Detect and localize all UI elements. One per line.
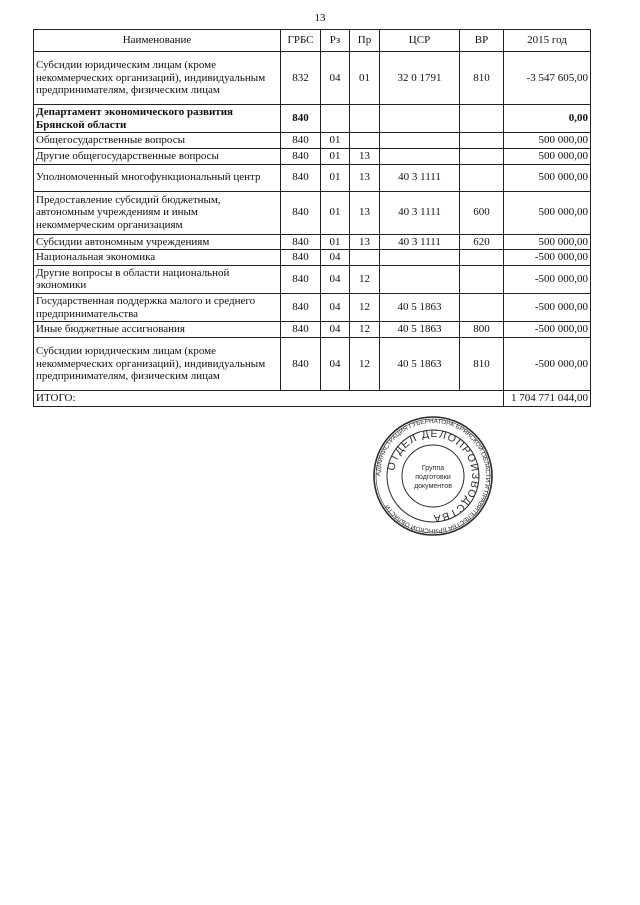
cell-amount: 500 000,00 [504, 234, 591, 250]
cell-csr [380, 265, 460, 293]
header-grbs: ГРБС [281, 30, 321, 52]
cell-vr [460, 294, 504, 322]
cell-name: Департамент экономического развития Брянской области [34, 105, 281, 133]
stamp-dept-text: ОТДЕЛ ДЕЛОПРОИЗВОДСТВА [385, 427, 482, 525]
total-row [34, 391, 591, 407]
cell-vr [460, 250, 504, 266]
total-label: ИТОГО: [34, 391, 504, 407]
cell-rz: 04 [321, 250, 350, 266]
cell-pr: 01 [350, 52, 380, 105]
cell-csr: 32 0 1791 [380, 52, 460, 105]
cell-vr: 620 [460, 234, 504, 250]
stamp-center-line-3: документов [414, 483, 452, 490]
cell-rz: 01 [321, 133, 350, 149]
cell-pr: 12 [350, 322, 380, 338]
table-row [34, 294, 591, 322]
header-rz: Рз [321, 30, 350, 52]
cell-vr [460, 265, 504, 293]
table-row [34, 191, 591, 234]
cell-amount: -3 547 605,00 [504, 52, 591, 105]
cell-vr [460, 105, 504, 133]
total-amount: 1 704 771 044,00 [504, 391, 591, 407]
cell-grbs: 840 [281, 234, 321, 250]
cell-pr: 12 [350, 294, 380, 322]
cell-name: Иные бюджетные ассигнования [34, 322, 281, 338]
cell-grbs: 840 [281, 148, 321, 164]
table-row [34, 133, 591, 149]
cell-name: Другие общегосударственные вопросы [34, 148, 281, 164]
header-name: Наименование [34, 30, 281, 52]
cell-csr: 40 3 1111 [380, 164, 460, 191]
cell-csr [380, 148, 460, 164]
cell-grbs: 840 [281, 164, 321, 191]
cell-pr: 12 [350, 338, 380, 391]
table-row [34, 105, 591, 133]
cell-amount: 0,00 [504, 105, 591, 133]
table-row [34, 52, 591, 105]
cell-csr: 40 5 1863 [380, 294, 460, 322]
cell-pr: 13 [350, 148, 380, 164]
table-row [34, 265, 591, 293]
cell-pr: 13 [350, 234, 380, 250]
cell-grbs: 832 [281, 52, 321, 105]
cell-pr [350, 133, 380, 149]
table-row [34, 338, 591, 391]
cell-grbs: 840 [281, 338, 321, 391]
cell-amount: -500 000,00 [504, 265, 591, 293]
page-number: 13 [314, 12, 326, 24]
cell-name: Предоставление субсидий бюджетным, автономным учреждениям и иным некоммерческим организациям [34, 191, 281, 234]
cell-rz: 04 [321, 294, 350, 322]
cell-amount: 500 000,00 [504, 148, 591, 164]
cell-pr [350, 250, 380, 266]
table-row [34, 164, 591, 191]
cell-amount: 500 000,00 [504, 133, 591, 149]
cell-pr: 12 [350, 265, 380, 293]
cell-rz: 01 [321, 164, 350, 191]
cell-vr: 800 [460, 322, 504, 338]
cell-rz: 04 [321, 338, 350, 391]
stamp-center-line-2: подготовки [415, 474, 451, 481]
cell-csr: 40 5 1863 [380, 322, 460, 338]
cell-name: Субсидии автономным учреждениям [34, 234, 281, 250]
cell-amount: -500 000,00 [504, 250, 591, 266]
cell-rz: 04 [321, 322, 350, 338]
cell-grbs: 840 [281, 250, 321, 266]
cell-pr: 13 [350, 164, 380, 191]
cell-rz: 04 [321, 265, 350, 293]
cell-amount: -500 000,00 [504, 294, 591, 322]
cell-pr [350, 105, 380, 133]
cell-rz: 01 [321, 234, 350, 250]
cell-amount: 500 000,00 [504, 191, 591, 234]
cell-name: Субсидии юридическим лицам (кроме некоммерческих организаций), индивидуальным предпринимателям, физическим лицам [34, 338, 281, 391]
cell-grbs: 840 [281, 133, 321, 149]
cell-amount: -500 000,00 [504, 338, 591, 391]
cell-vr [460, 133, 504, 149]
cell-vr: 810 [460, 338, 504, 391]
cell-rz: 01 [321, 191, 350, 234]
cell-vr [460, 164, 504, 191]
cell-grbs: 840 [281, 322, 321, 338]
cell-grbs: 840 [281, 294, 321, 322]
header-year: 2015 год [504, 30, 591, 52]
cell-vr: 810 [460, 52, 504, 105]
cell-rz: 01 [321, 148, 350, 164]
cell-grbs: 840 [281, 191, 321, 234]
table-row [34, 234, 591, 250]
cell-csr [380, 250, 460, 266]
table-header-row [34, 30, 591, 52]
office-stamp [372, 415, 494, 537]
budget-table [33, 29, 591, 407]
table-row [34, 250, 591, 266]
header-vr: ВР [460, 30, 504, 52]
cell-rz [321, 105, 350, 133]
table-row [34, 322, 591, 338]
cell-pr: 13 [350, 191, 380, 234]
header-pr: Пр [350, 30, 380, 52]
cell-grbs: 840 [281, 105, 321, 133]
stamp-center-line-1: Группа [421, 465, 445, 472]
cell-rz: 04 [321, 52, 350, 105]
cell-csr: 40 5 1863 [380, 338, 460, 391]
cell-amount: 500 000,00 [504, 164, 591, 191]
cell-csr [380, 133, 460, 149]
cell-name: Национальная экономика [34, 250, 281, 266]
table-row [34, 148, 591, 164]
cell-amount: -500 000,00 [504, 322, 591, 338]
cell-csr [380, 105, 460, 133]
cell-name: Уполномоченный многофункциональный центр [34, 164, 281, 191]
cell-name: Государственная поддержка малого и среднего предпринимательства [34, 294, 281, 322]
stamp-outer-text: АДМИНИСТРАЦИЯ ГУБЕРНАТОРА БРЯНСКОЙ ОБЛАСТИ И ПРАВИТЕЛЬСТВА БРЯНСКОЙ ОБЛАСТИ [374, 417, 492, 535]
cell-csr: 40 3 1111 [380, 234, 460, 250]
cell-vr: 600 [460, 191, 504, 234]
cell-csr: 40 3 1111 [380, 191, 460, 234]
cell-name: Субсидии юридическим лицам (кроме некоммерческих организаций), индивидуальным предпринимателям, физическим лицам [34, 52, 281, 105]
cell-name: Общегосударственные вопросы [34, 133, 281, 149]
cell-vr [460, 148, 504, 164]
header-csr: ЦСР [380, 30, 460, 52]
cell-name: Другие вопросы в области национальной экономики [34, 265, 281, 293]
cell-grbs: 840 [281, 265, 321, 293]
